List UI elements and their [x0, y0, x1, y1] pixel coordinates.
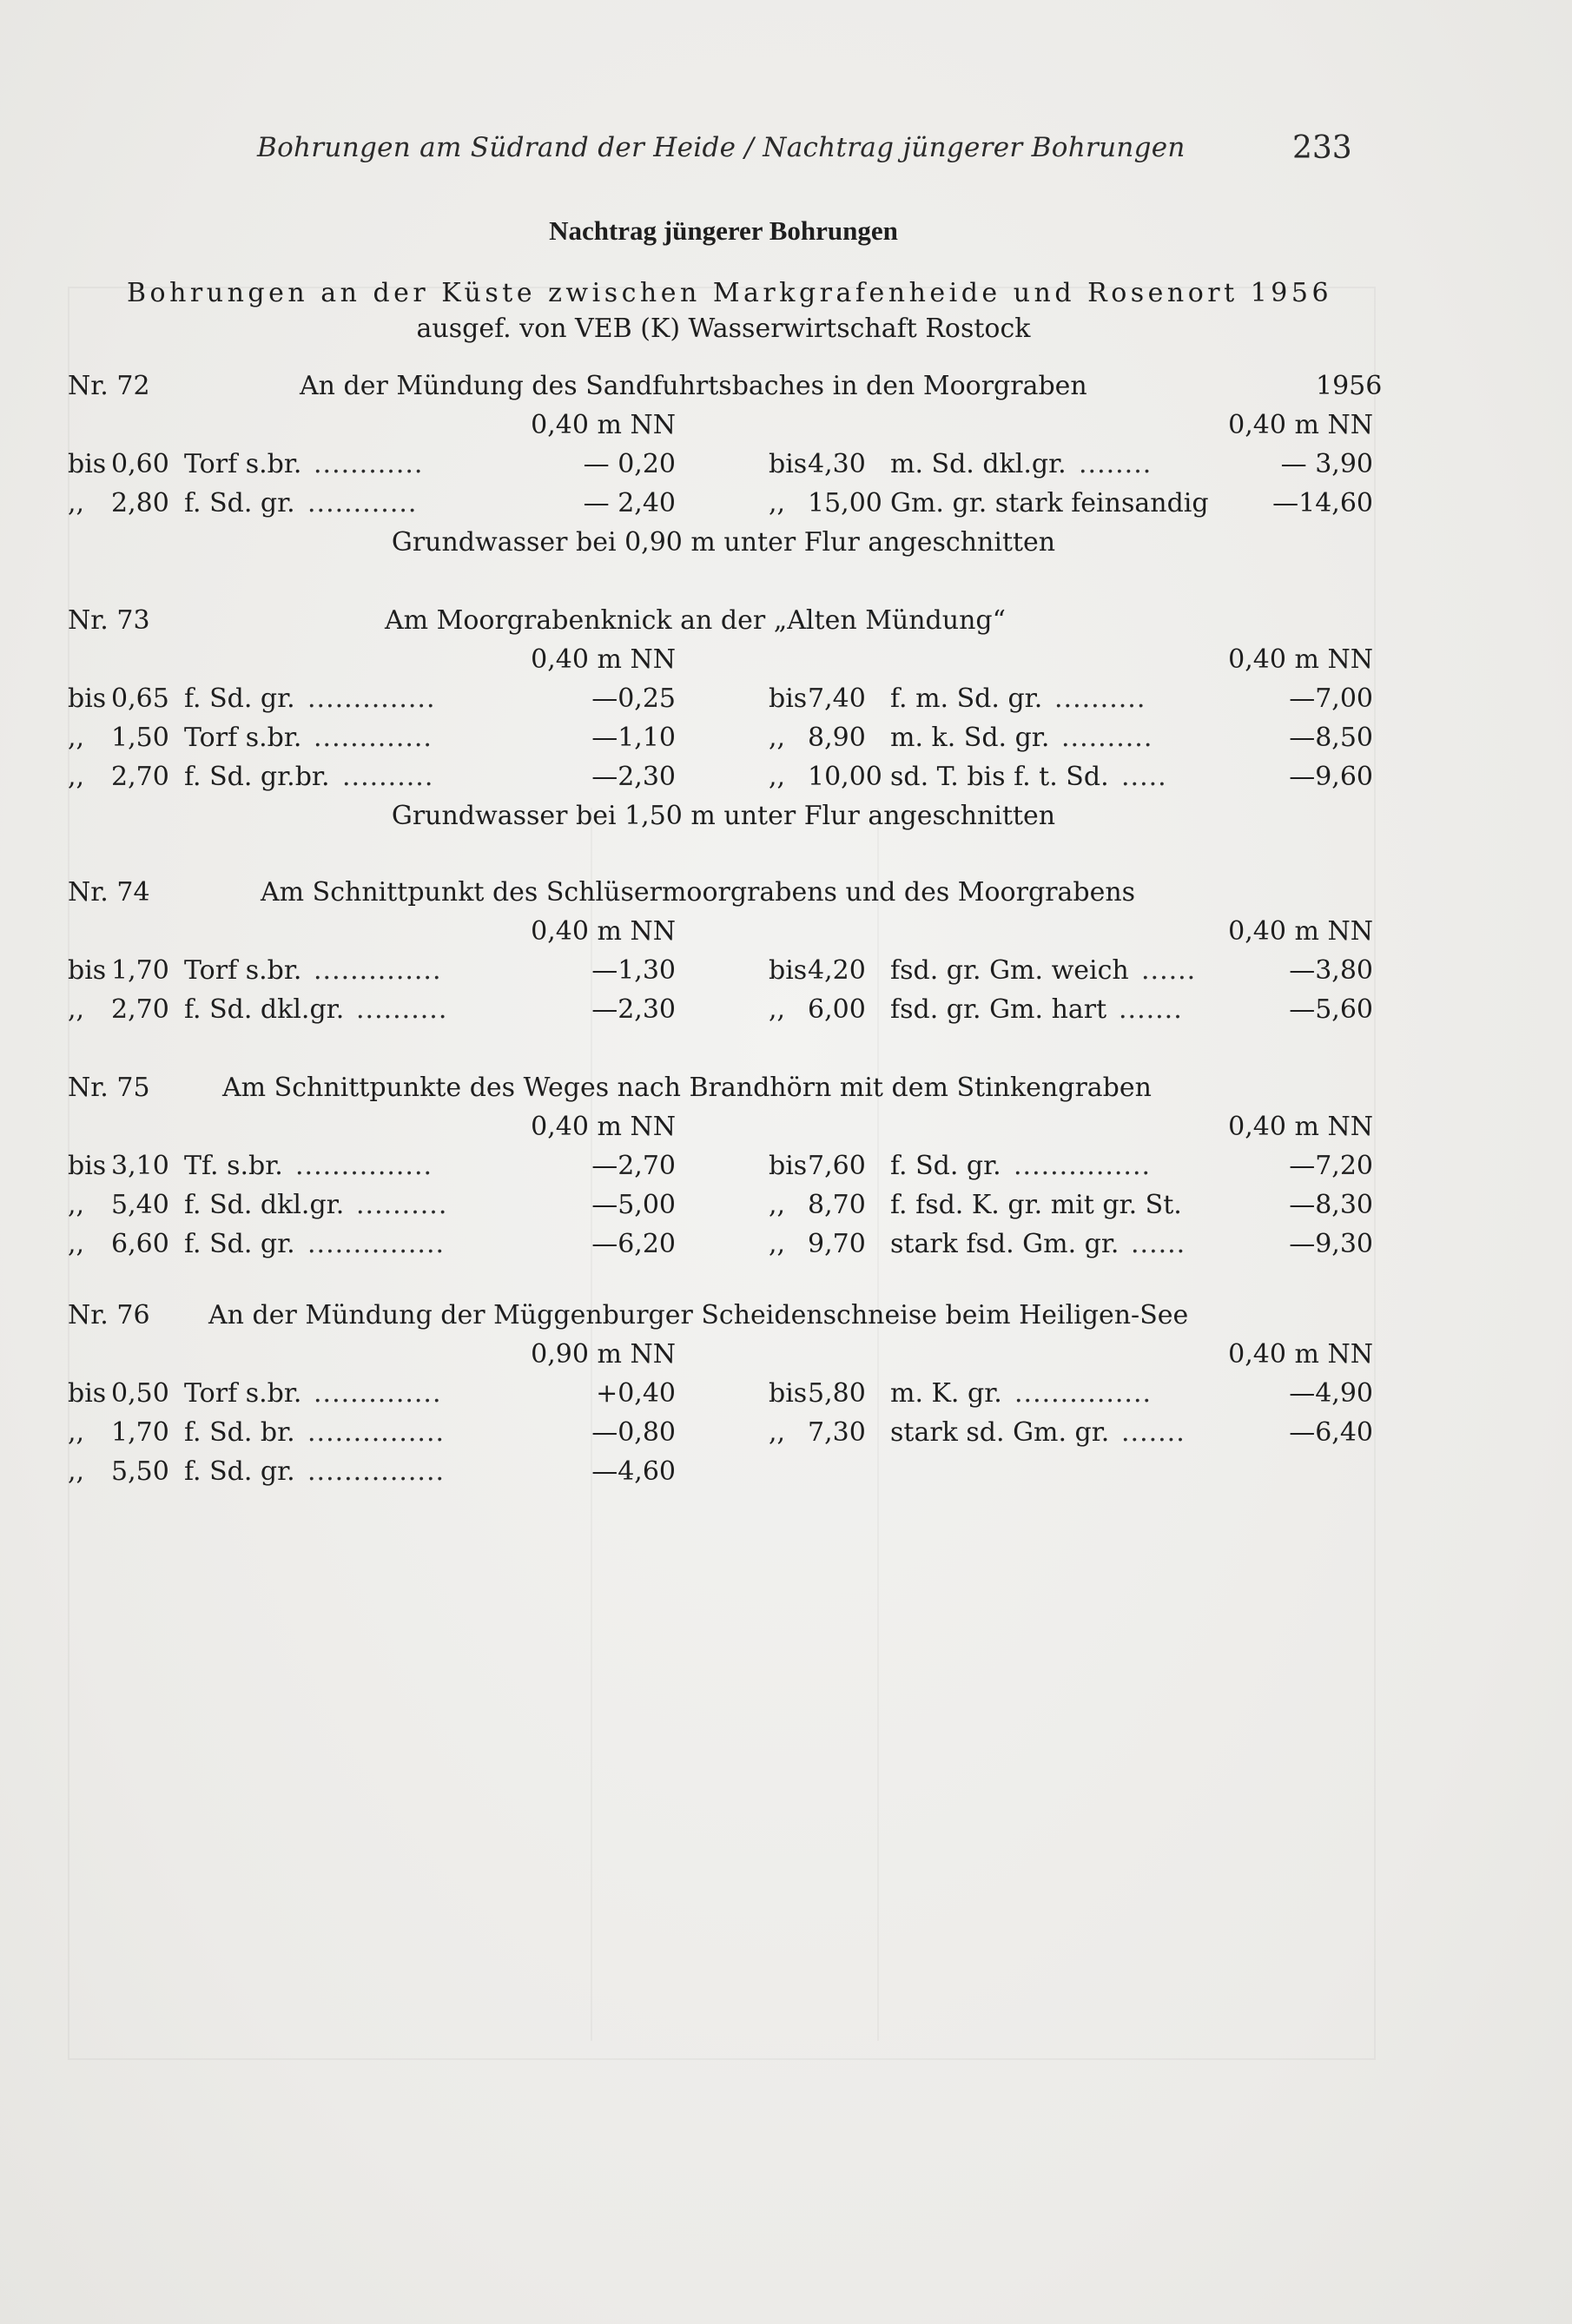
layer-prefix: bis: [68, 1378, 107, 1409]
layer-depth: 4,20: [808, 955, 866, 986]
layer-prefix: ,,: [769, 994, 786, 1025]
running-header: Bohrungen am Südrand der Heide / Nachtrag jüngerer Bohrungen: [257, 132, 1186, 163]
section-title: Nachtrag jüngerer Bohrungen: [549, 215, 898, 246]
layer-description: f. Sd. br.: [184, 1417, 295, 1448]
layer-depth: 5,50: [111, 1456, 169, 1487]
leader-dots: ..........: [356, 1190, 448, 1220]
layer-prefix: ,,: [68, 1190, 85, 1220]
leader-dots: ..........: [356, 994, 448, 1025]
right-elevation: 0,40 m NN: [1228, 1339, 1373, 1370]
layer-nn: —2,70: [591, 1151, 676, 1181]
layer-prefix: ,,: [68, 1417, 85, 1448]
layer-nn: —2,30: [591, 762, 676, 792]
layer-description: Torf s.br.: [184, 723, 302, 753]
layer-depth: 2,80: [111, 488, 169, 518]
layer-depth: 7,30: [808, 1417, 866, 1448]
layer-description: Tf. s.br.: [184, 1151, 283, 1181]
layer-depth: 9,70: [808, 1229, 866, 1259]
layer-nn: —5,60: [1289, 994, 1373, 1025]
leader-dots: ...............: [1014, 1378, 1153, 1409]
layer-nn: —6,40: [1289, 1417, 1373, 1448]
borehole-location: Am Schnittpunkte des Weges nach Brandhörn mit dem Stinkengraben: [222, 1073, 1152, 1103]
layer-nn: —7,20: [1289, 1151, 1373, 1181]
leader-dots: ...............: [307, 1229, 446, 1259]
layer-prefix: ,,: [769, 1229, 786, 1259]
layer-prefix: bis: [769, 1151, 808, 1181]
borehole-location: An der Mündung der Müggenburger Scheidenschneise beim Heiligen-See: [208, 1300, 1189, 1330]
leader-dots: ......: [1141, 955, 1197, 986]
borehole-location: Am Schnittpunkt des Schlüsermoorgrabens und des Moorgrabens: [261, 877, 1136, 908]
borehole-number: Nr. 72: [68, 371, 150, 401]
layer-description: f. Sd. gr.: [184, 1229, 295, 1259]
right-elevation: 0,40 m NN: [1228, 916, 1373, 947]
layer-nn: —9,30: [1289, 1229, 1373, 1259]
leader-dots: ..........: [1061, 723, 1153, 753]
layer-depth: 15,00: [808, 488, 882, 518]
layer-description: m. K. gr.: [890, 1378, 1002, 1409]
bleed-through-rule: [877, 808, 879, 2041]
layer-description: f. Sd. gr.: [184, 488, 295, 518]
layer-depth: 2,70: [111, 762, 169, 792]
layer-depth: 5,40: [111, 1190, 169, 1220]
layer-nn: —0,25: [591, 683, 676, 714]
leader-dots: ........: [1079, 449, 1153, 479]
layer-prefix: ,,: [68, 1456, 85, 1487]
layer-nn: —1,30: [591, 955, 676, 986]
layer-nn: —4,60: [591, 1456, 676, 1487]
layer-nn: —9,60: [1289, 762, 1373, 792]
layer-nn: — 3,90: [1280, 449, 1373, 479]
leader-dots: ......: [1131, 1229, 1186, 1259]
borehole-location: An der Mündung des Sandfuhrtsbaches in den Moorgraben: [300, 371, 1087, 401]
layer-depth: 1,70: [111, 955, 169, 986]
borehole-number: Nr. 74: [68, 877, 150, 908]
layer-depth: 2,70: [111, 994, 169, 1025]
left-elevation: 0,40 m NN: [531, 644, 676, 675]
layer-depth: 0,60: [111, 449, 169, 479]
layer-depth: 6,60: [111, 1229, 169, 1259]
layer-prefix: bis: [68, 683, 107, 714]
layer-depth: 4,30: [808, 449, 866, 479]
layer-depth: 7,60: [808, 1151, 866, 1181]
leader-dots: .....: [1121, 762, 1167, 792]
layer-prefix: ,,: [769, 723, 786, 753]
layer-nn: —14,60: [1272, 488, 1373, 518]
left-elevation: 0,90 m NN: [531, 1339, 676, 1370]
layer-prefix: ,,: [68, 1229, 85, 1259]
leader-dots: ...............: [307, 1456, 446, 1487]
groundwater-note: Grundwasser bei 0,90 m unter Flur angeschnitten: [391, 527, 1056, 558]
layer-nn: —7,00: [1289, 683, 1373, 714]
layer-description: fsd. gr. Gm. weich: [890, 955, 1129, 986]
layer-depth: 1,50: [111, 723, 169, 753]
right-elevation: 0,40 m NN: [1228, 1112, 1373, 1142]
layer-description: f. Sd. dkl.gr.: [184, 994, 345, 1025]
leader-dots: ..............: [314, 955, 442, 986]
leader-dots: ..............: [314, 1378, 442, 1409]
layer-prefix: ,,: [769, 1190, 786, 1220]
layer-prefix: ,,: [769, 488, 786, 518]
layer-description: f. Sd. gr.: [890, 1151, 1001, 1181]
left-elevation: 0,40 m NN: [531, 410, 676, 440]
layer-prefix: ,,: [68, 994, 85, 1025]
leader-dots: ..........: [342, 762, 434, 792]
layer-nn: — 2,40: [583, 488, 676, 518]
layer-nn: —8,50: [1289, 723, 1373, 753]
layer-description: m. k. Sd. gr.: [890, 723, 1050, 753]
layer-nn: —8,30: [1289, 1190, 1373, 1220]
layer-prefix: ,,: [68, 723, 85, 753]
layer-prefix: ,,: [769, 1417, 786, 1448]
layer-description: Gm. gr. stark feinsandig: [890, 488, 1209, 518]
layer-description: stark sd. Gm. gr.: [890, 1417, 1110, 1448]
borehole-number: Nr. 75: [68, 1073, 150, 1103]
layer-nn: —6,20: [591, 1229, 676, 1259]
layer-depth: 0,50: [111, 1378, 169, 1409]
page-number: 233: [1292, 130, 1352, 166]
borehole-number: Nr. 73: [68, 605, 150, 636]
borehole-year: 1956: [1316, 371, 1383, 401]
leader-dots: ...............: [307, 1417, 446, 1448]
leader-dots: ..............: [307, 683, 436, 714]
layer-nn: —0,80: [591, 1417, 676, 1448]
layer-depth: 1,70: [111, 1417, 169, 1448]
layer-description: sd. T. bis f. t. Sd.: [890, 762, 1109, 792]
layer-nn: —3,80: [1289, 955, 1373, 986]
leader-dots: .............: [314, 723, 433, 753]
borehole-location: Am Moorgrabenknick an der „Alten Mündung“: [385, 605, 1006, 636]
leader-dots: ...............: [1014, 1151, 1152, 1181]
layer-description: stark fsd. Gm. gr.: [890, 1229, 1120, 1259]
layer-prefix: ,,: [68, 488, 85, 518]
layer-prefix: ,,: [68, 762, 85, 792]
layer-prefix: ,,: [769, 762, 786, 792]
layer-depth: 6,00: [808, 994, 866, 1025]
layer-prefix: bis: [769, 955, 808, 986]
layer-nn: —4,90: [1289, 1378, 1373, 1409]
leader-dots: ............: [314, 449, 424, 479]
section-subtitle-2: ausgef. von VEB (K) Wasserwirtschaft Rostock: [416, 314, 1031, 344]
layer-prefix: bis: [769, 683, 808, 714]
layer-depth: 3,10: [111, 1151, 169, 1181]
leader-dots: .......: [1119, 994, 1183, 1025]
layer-description: Torf s.br.: [184, 449, 302, 479]
layer-prefix: bis: [769, 1378, 808, 1409]
layer-prefix: bis: [68, 955, 107, 986]
right-elevation: 0,40 m NN: [1228, 644, 1373, 675]
layer-description: f. Sd. gr.: [184, 683, 295, 714]
leader-dots: ...............: [295, 1151, 433, 1181]
leader-dots: ..........: [1054, 683, 1146, 714]
layer-description: f. Sd. gr.: [184, 1456, 295, 1487]
layer-depth: 7,40: [808, 683, 866, 714]
leader-dots: ............: [307, 488, 418, 518]
layer-description: f. Sd. dkl.gr.: [184, 1190, 345, 1220]
groundwater-note: Grundwasser bei 1,50 m unter Flur angeschnitten: [391, 801, 1056, 831]
layer-description: fsd. gr. Gm. hart: [890, 994, 1107, 1025]
layer-description: m. Sd. dkl.gr.: [890, 449, 1067, 479]
layer-description: Torf s.br.: [184, 955, 302, 986]
layer-description: f. m. Sd. gr.: [890, 683, 1043, 714]
left-elevation: 0,40 m NN: [531, 916, 676, 947]
layer-description: f. Sd. gr.br.: [184, 762, 330, 792]
layer-depth: 8,70: [808, 1190, 866, 1220]
layer-nn: —5,00: [591, 1190, 676, 1220]
layer-depth: 0,65: [111, 683, 169, 714]
layer-description: Torf s.br.: [184, 1378, 302, 1409]
layer-nn: —2,30: [591, 994, 676, 1025]
layer-prefix: bis: [769, 449, 808, 479]
layer-description: f. fsd. K. gr. mit gr. St.: [890, 1190, 1182, 1220]
left-elevation: 0,40 m NN: [531, 1112, 676, 1142]
leader-dots: .......: [1121, 1417, 1186, 1448]
layer-nn: — 0,20: [583, 449, 676, 479]
layer-prefix: bis: [68, 1151, 107, 1181]
borehole-number: Nr. 76: [68, 1300, 150, 1330]
layer-nn: —1,10: [591, 723, 676, 753]
layer-depth: 8,90: [808, 723, 866, 753]
layer-nn: +0,40: [596, 1378, 676, 1409]
layer-depth: 10,00: [808, 762, 882, 792]
layer-prefix: bis: [68, 449, 107, 479]
section-subtitle: Bohrungen an der Küste zwischen Markgrafenheide und Rosenort 1956: [127, 278, 1333, 308]
layer-depth: 5,80: [808, 1378, 866, 1409]
right-elevation: 0,40 m NN: [1228, 410, 1373, 440]
